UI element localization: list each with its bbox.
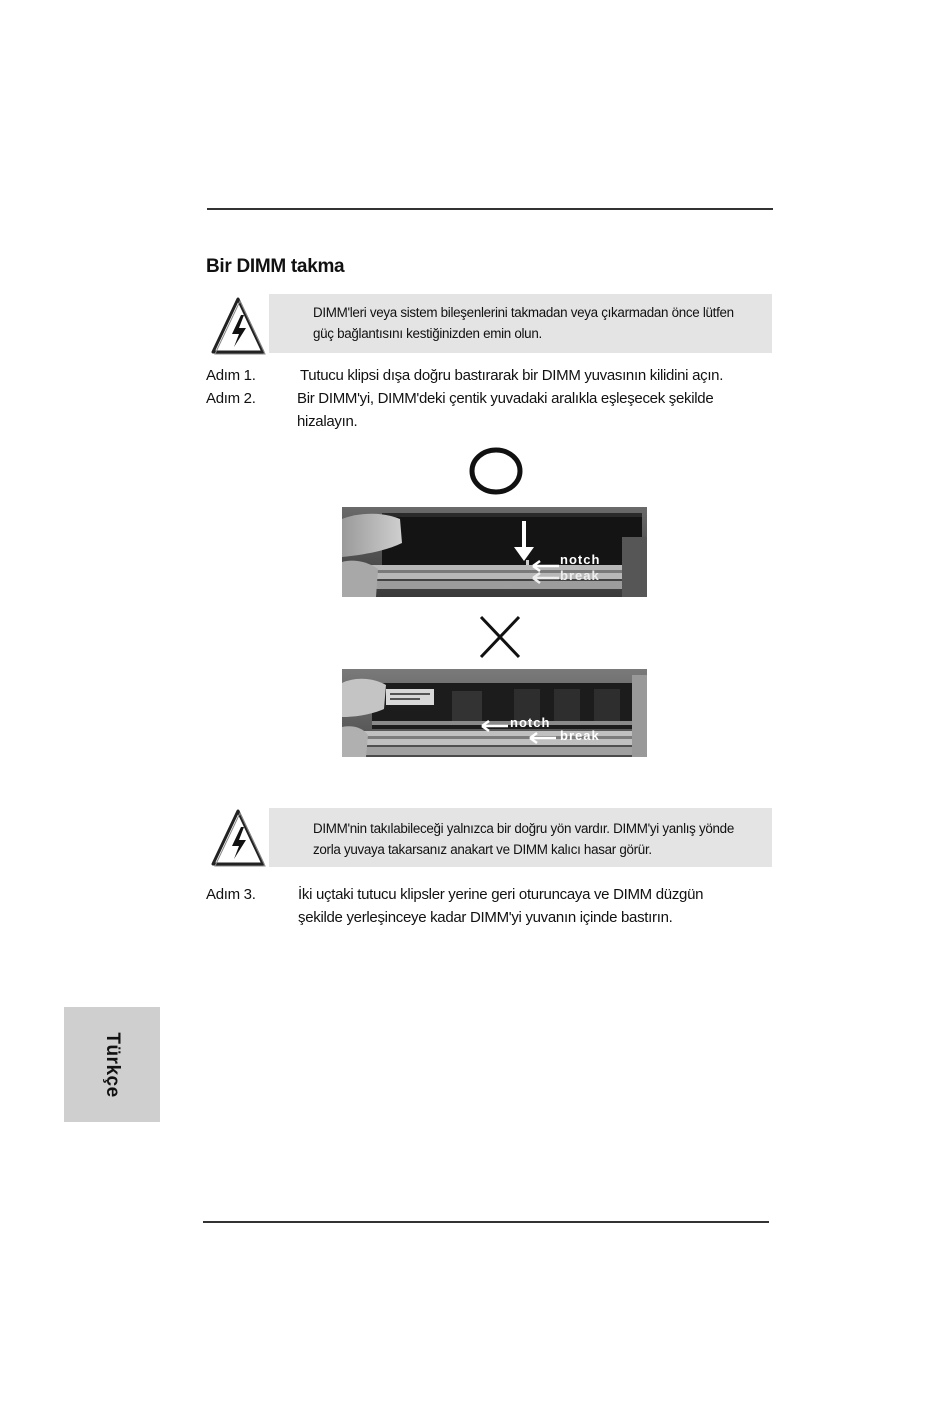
section-title: Bir DIMM takma (206, 256, 345, 277)
step-label: Adım 2. (206, 390, 256, 407)
warning-icon (210, 807, 266, 869)
step-label: Adım 1. (206, 367, 256, 384)
step-text-line: İki uçtaki tutucu klipsler yerine geri oturuncaya ve DIMM düzgün (298, 886, 704, 903)
arrow-icon (528, 731, 558, 749)
language-tab (64, 1007, 160, 1122)
warning-text-line: DIMM'nin takılabileceği yalnızca bir doğru yön vardır. DIMM'yi yanlış yönde (313, 821, 734, 836)
correct-circle-icon (469, 445, 525, 502)
step-2 (206, 387, 766, 435)
step-text-line: şekilde yerleşinceye kadar DIMM'yi yuvanın içinde bastırın. (298, 909, 673, 926)
warning-icon (210, 295, 266, 357)
dimm-photo-correct (342, 507, 647, 597)
step-text-line: hizalayın. (297, 413, 358, 430)
arrow-icon (531, 571, 561, 589)
wrong-cross-icon (478, 614, 522, 665)
step-3 (206, 883, 766, 931)
notch-label: notch (560, 552, 601, 567)
step-label: Adım 3. (206, 886, 256, 903)
dimm-photo-wrong (342, 669, 647, 757)
warning-text-line: zorla yuvaya takarsanız anakart ve DIMM kalıcı hasar görür. (313, 842, 652, 857)
step-1 (206, 364, 766, 388)
arrow-icon (480, 719, 510, 737)
break-label: break (560, 728, 600, 743)
warning-text-line: DIMM'leri veya sistem bileşenlerini takmadan veya çıkarmadan önce lütfen (313, 305, 734, 320)
step-text-line: Bir DIMM'yi, DIMM'deki çentik yuvadaki aralıkla eşleşecek şekilde (297, 390, 714, 407)
bottom-rule (203, 1221, 769, 1223)
warning-box (269, 294, 772, 353)
warning-box (269, 808, 772, 867)
step-text: Tutucu klipsi dışa doğru bastırarak bir DIMM yuvasının kilidini açın. (300, 367, 724, 384)
top-rule (207, 208, 773, 210)
break-label: break (560, 568, 600, 583)
language-tab-label: Türkçe (102, 1031, 123, 1098)
warning-text-line: güç bağlantısını kestiğinizden emin olun. (313, 326, 542, 341)
notch-label: notch (510, 715, 551, 730)
